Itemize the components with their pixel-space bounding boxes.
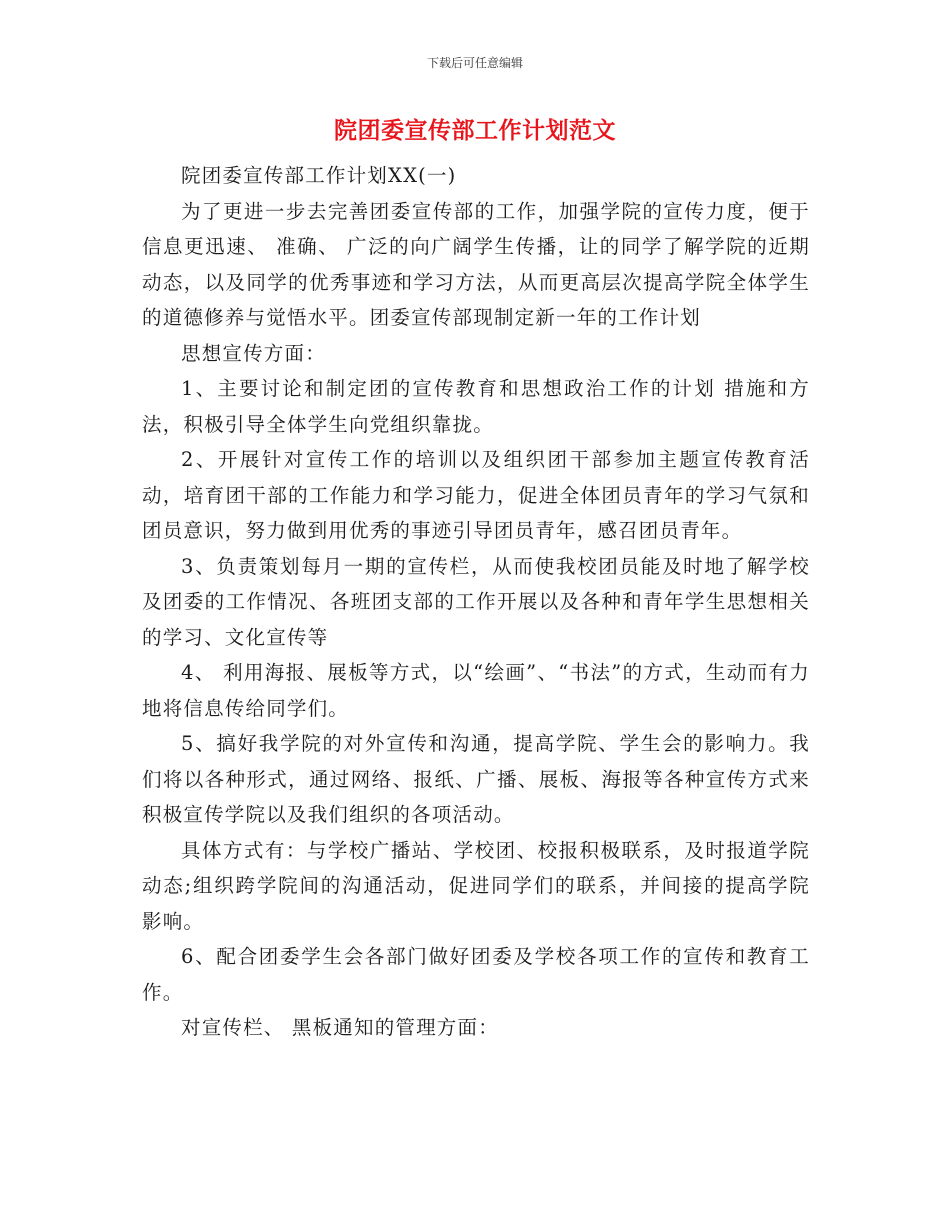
document-body	[142, 158, 810, 1046]
paragraph-section-heading: 思想宣传方面：	[181, 341, 326, 365]
paragraph-section-heading-2: 对宣传栏、 黑板通知的管理方面：	[181, 1016, 499, 1039]
header-note: 下载后可任意编辑	[426, 56, 523, 70]
document-title: 院团委宣传部工作计划范文	[334, 117, 616, 144]
paragraph-subtitle: 院团委宣传部工作计划XX(一)	[181, 164, 457, 187]
paragraph-item-5: 5、搞好我学院的对外宣传和沟通，提高学院、学生会的影响力。我们将以各种形式，通过网络、报纸、广播、展板、海报等各种宣传方式来积极宣传学院以及我们组织的各项活动。	[142, 732, 810, 826]
paragraph-item-1: 1、主要讨论和制定团的宣传教育和思想政治工作的计划 措施和方法，积极引导全体学生向党组织靠拢。	[142, 377, 810, 436]
paragraph-item-3: 3、负责策划每月一期的宣传栏，从而使我校团员能及时地了解学校及团委的工作情况、各班团支部的工作开展以及各种和青年学生思想相关的学习、文化宣传等	[142, 554, 810, 649]
paragraph-intro: 为了更进一步去完善团委宣传部的工作，加强学院的宣传力度，便于信息更迅速、 准确、 广泛的向广阔学生传播，让的同学了解学院的近期动态，以及同学的优秀事迹和学习方法，从而更高层次提高学院全体学生的道德修养与觉悟水平。团委宣传部现制定新一年的工作计划	[142, 199, 810, 329]
paragraph-item-4: 4、 利用海报、展板等方式，以“绘画”、“书法”的方式，生动而有力地将信息传给同学们。	[142, 661, 810, 720]
paragraph-item-2: 2、开展针对宣传工作的培训以及组织团干部参加主题宣传教育活动，培育团干部的工作能力和学习能力，促进全体团员青年的学习气氛和团员意识，努力做到用优秀的事迹引导团员青年，感召团员青年。	[142, 448, 810, 542]
paragraph-methods: 具体方式有：与学校广播站、学校团、校报积极联系，及时报道学院动态;组织跨学院间的沟通活动，促进同学们的联系，并间接的提高学院影响。	[142, 838, 810, 933]
paragraph-item-6: 6、配合团委学生会各部门做好团委及学校各项工作的宣传和教育工作。	[142, 945, 810, 1004]
